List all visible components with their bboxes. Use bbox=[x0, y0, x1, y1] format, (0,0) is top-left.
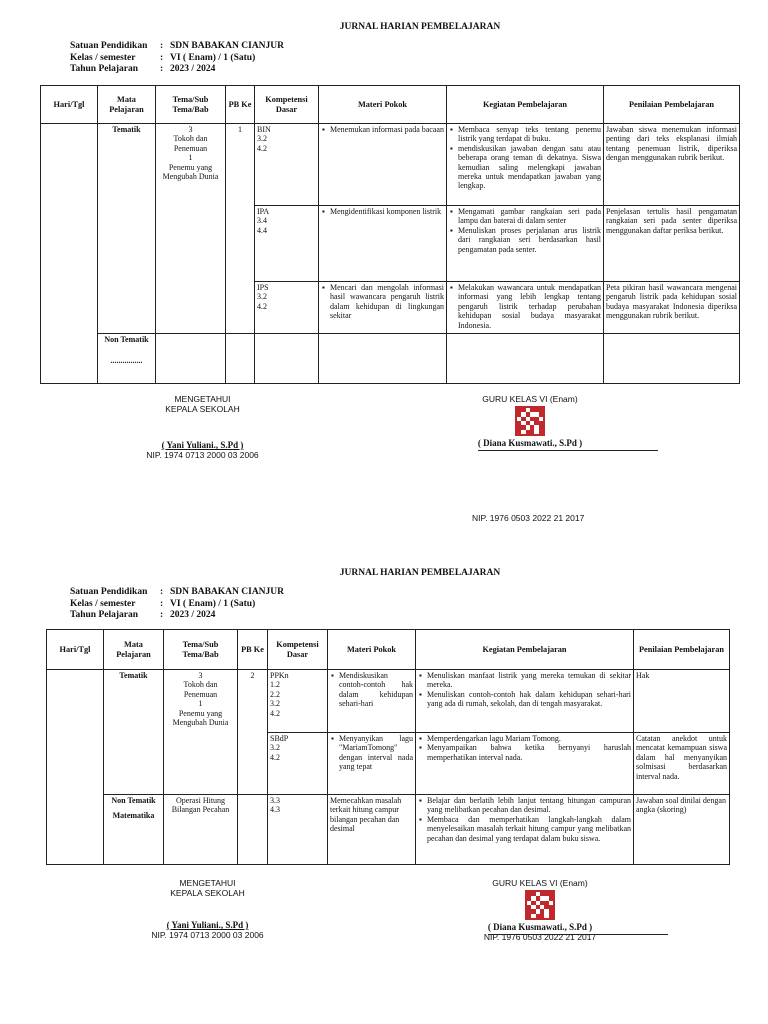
mapel-cell: Tematik bbox=[104, 670, 164, 795]
materi-cell bbox=[319, 124, 447, 206]
materi-cell: Memecahkan masalah terkait hitung campur bilangan pecahan dan desimal bbox=[328, 795, 416, 865]
header-kegiatan: Kegiatan Pembelajaran bbox=[416, 630, 634, 670]
materi-cell bbox=[319, 282, 447, 334]
mengetahui-label: MENGETAHUI bbox=[179, 878, 236, 888]
kelas-label: Kelas / semester bbox=[70, 52, 136, 63]
kegiatan-item: ▪ Menuliskan proses perjalanan arus listrik dari rangkaian seri berdasarkan hasil pengamatan pada senter. bbox=[458, 226, 601, 254]
kegiatan-item: ▪ Mengamati gambar rangkaian seri pada lampu dan baterai di dalam senter bbox=[458, 207, 601, 226]
guru-nip: NIP. 1976 0503 2022 21 2017 bbox=[483, 932, 597, 942]
kegiatan-item: ▪ Membaca senyap teks tentang penemu listrik yang terdapat di buku. bbox=[458, 125, 601, 144]
kegiatan-cell bbox=[416, 795, 634, 865]
guru-name: ( Diana Kusmawati., S.Pd ) bbox=[477, 438, 583, 448]
guru-name: ( Diana Kusmawati., S.Pd ) bbox=[487, 922, 593, 932]
kepala-nip: NIP. 1974 0713 2000 03 2006 bbox=[151, 930, 264, 940]
satuan-value: SDN BABAKAN CIANJUR bbox=[170, 587, 285, 597]
guru-title: GURU KELAS VI (Enam) bbox=[482, 394, 578, 404]
empty-cell bbox=[226, 334, 255, 384]
satuan-label: Satuan Pendidikan bbox=[70, 41, 148, 51]
header-penilaian: Penilaian Pembelajaran bbox=[604, 86, 740, 124]
kegiatan-item: ▪ Memperdengarkan lagu Mariam Tomong. bbox=[427, 734, 631, 743]
pb-cell: 1 bbox=[226, 124, 255, 334]
journal-title: JURNAL HARIAN PEMBELAJARAN bbox=[339, 22, 501, 32]
kd-cell: 3.3 4.3 bbox=[268, 795, 328, 865]
nontematik-label: Non Tematik bbox=[111, 796, 156, 805]
kegiatan-cell bbox=[447, 282, 604, 334]
mengetahui-label: MENGETAHUI bbox=[174, 394, 231, 404]
header-pb: PB Ke bbox=[226, 86, 255, 124]
materi-item: ▪ Mendiskusikan contoh-contoh hak dalam kehidupan sehari-hari bbox=[339, 671, 413, 709]
guru-signature bbox=[470, 878, 610, 942]
header-kd: Kompetensi Dasar bbox=[255, 86, 319, 124]
kegiatan-item: ▪ mendiskusikan jawaban dengan satu atau beberapa orang teman di dekatnya. Siswa kemudian saling melengkapi jawaban mereka untuk mendapatkan jawaban yang lengkap. bbox=[458, 144, 601, 191]
journal-table-2 bbox=[46, 629, 730, 865]
kegiatan-cell bbox=[416, 733, 634, 795]
guru-title: GURU KELAS VI (Enam) bbox=[492, 878, 588, 888]
kegiatan-item: ▪ Menyampaikan bahwa ketika bernyanyi haruslah memperhatikan interval nada. bbox=[427, 743, 631, 762]
tahun-value: 2023 / 2024 bbox=[170, 610, 216, 620]
kepala-label: KEPALA SEKOLAH bbox=[170, 888, 245, 898]
penilaian-cell: Jawaban soal dinilai dengan angka (skoring) bbox=[634, 795, 730, 865]
journal-title: JURNAL HARIAN PEMBELAJARAN bbox=[339, 568, 501, 578]
colon: : bbox=[160, 41, 164, 51]
header-mapel: Mata Pelajaran bbox=[98, 86, 156, 124]
header-pb: PB Ke bbox=[238, 630, 268, 670]
matematika-label: Matematika bbox=[112, 811, 155, 821]
kepala-name: ( Yani Yuliani., S.Pd ) bbox=[161, 440, 244, 450]
qr-code-icon bbox=[525, 890, 555, 920]
journal-meta bbox=[70, 587, 284, 622]
mtk-tema-cell: Operasi Hitung Bilangan Pecahan bbox=[164, 795, 238, 865]
hari-cell bbox=[41, 124, 98, 384]
kelas-label: Kelas / semester bbox=[70, 598, 136, 609]
guru-nip: NIP. 1976 0503 2022 21 2017 bbox=[472, 513, 585, 523]
empty-cell bbox=[156, 334, 226, 384]
penilaian-cell: Peta pikiran hasil wawancara mengenai pengaruh listrik pada kehidupan sosial budaya masyarakat Indonesia diperiksa menggunakan rubrik berikut. bbox=[604, 282, 740, 334]
tahun-label: Tahun Pelajaran bbox=[70, 610, 139, 620]
colon: : bbox=[160, 52, 164, 63]
satuan-label: Satuan Pendidikan bbox=[70, 587, 148, 597]
kegiatan-item: ▪ Menuliskan manfaat listrik yang mereka temukan di sekitar mereka. bbox=[427, 671, 631, 690]
colon: : bbox=[160, 610, 164, 620]
materi-item: ▪ Menemukan informasi pada bacaan bbox=[330, 125, 444, 134]
header-penilaian: Penilaian Pembelajaran bbox=[634, 630, 730, 670]
guru-signature-line bbox=[488, 934, 668, 935]
kepala-signature bbox=[130, 394, 275, 460]
header-kegiatan: Kegiatan Pembelajaran bbox=[447, 86, 604, 124]
tahun-label: Tahun Pelajaran bbox=[70, 64, 139, 74]
nontematik-dots: ................ bbox=[110, 356, 143, 366]
header-mapel: Mata Pelajaran bbox=[104, 630, 164, 670]
journal-meta bbox=[70, 41, 284, 76]
materi-cell bbox=[328, 670, 416, 733]
kd-cell: BIN 3.2 4.2 bbox=[255, 124, 319, 206]
penilaian-cell: Jawaban siswa menemukan informasi penting dari teks eksplanasi ilmiah tentang penemuan listrik, diperiksa dengan menggunakan rubrik berikut. bbox=[604, 124, 740, 206]
empty-cell bbox=[255, 334, 319, 384]
materi-item: ▪ Mengidentifikasi komponen listrik bbox=[330, 207, 444, 216]
kd-cell: PPKn 1.2 2.2 3.2 4.2 bbox=[268, 670, 328, 733]
pb-cell: 2 bbox=[238, 670, 268, 795]
kd-cell: IPA 3.4 4.4 bbox=[255, 206, 319, 282]
kelas-value: VI ( Enam) / 1 (Satu) bbox=[170, 52, 256, 63]
header-kd: Kompetensi Dasar bbox=[268, 630, 328, 670]
kd-cell: SBdP 3.2 4.2 bbox=[268, 733, 328, 795]
nontematik-cell bbox=[98, 334, 156, 384]
mapel-cell: Tematik bbox=[98, 124, 156, 334]
colon: : bbox=[160, 598, 164, 609]
kegiatan-item: ▪ Melakukan wawancara untuk mendapatkan informasi yang lebih lengkap tentang pengaruh listrik terhadap perubahan kehidupan sosial budaya masyarakat Indonesia. bbox=[458, 283, 601, 330]
kd-cell: IPS 3.2 4.2 bbox=[255, 282, 319, 334]
tema-cell: 3 Tokoh dan Penemuan 1 Penemu yang Mengubah Dunia bbox=[156, 124, 226, 334]
colon: : bbox=[160, 587, 164, 597]
empty-cell bbox=[238, 795, 268, 865]
header-materi: Materi Pokok bbox=[328, 630, 416, 670]
kepala-nip: NIP. 1974 0713 2000 03 2006 bbox=[146, 450, 259, 460]
materi-item: ▪ Menyanyikan lagu "MariamTomong" dengan interval nada yang tepat bbox=[339, 734, 413, 772]
guru-signature-line bbox=[478, 450, 658, 451]
hari-cell bbox=[47, 670, 104, 865]
empty-cell bbox=[447, 334, 604, 384]
tahun-value: 2023 / 2024 bbox=[170, 64, 216, 74]
header-hari: Hari/Tgl bbox=[41, 86, 98, 124]
header-tema: Tema/Sub Tema/Bab bbox=[156, 86, 226, 124]
guru-signature bbox=[460, 394, 600, 448]
kegiatan-cell bbox=[447, 206, 604, 282]
empty-cell bbox=[319, 334, 447, 384]
tema-cell: 3 Tokoh dan Penemuan 1 Penemu yang Mengubah Dunia bbox=[164, 670, 238, 795]
materi-item: ▪ Mencari dan mengolah informasi hasil wawancara pengaruh listrik dalam kehidupan di lingkungan sekitar bbox=[330, 283, 444, 321]
penilaian-cell: Catatan anekdot untuk mencatat kemampuan siswa dalam hal menyanyikan solmisasi berdasarkan interval nada. bbox=[634, 733, 730, 795]
qr-code-icon bbox=[515, 406, 545, 436]
satuan-value: SDN BABAKAN CIANJUR bbox=[170, 41, 285, 51]
kegiatan-item: ▪ Belajar dan berlatih lebih lanjut tentang hitungan campuran yang melibatkan pecahan dan desimal. bbox=[427, 796, 631, 815]
penilaian-cell: Hak bbox=[634, 670, 730, 733]
journal-table-1 bbox=[40, 85, 740, 384]
materi-cell bbox=[328, 733, 416, 795]
kegiatan-cell bbox=[416, 670, 634, 733]
kepala-name: ( Yani Yuliani., S.Pd ) bbox=[166, 920, 249, 930]
kegiatan-item: ▪ Menuliskan contoh-contoh hak dalam kehidupan sehari-hari yang ada di rumah, sekolah, dan di tengah masyarakat. bbox=[427, 690, 631, 709]
nontematik-cell bbox=[104, 795, 164, 865]
kepala-label: KEPALA SEKOLAH bbox=[165, 404, 240, 414]
kepala-signature bbox=[135, 878, 280, 940]
penilaian-cell: Penjelasan tertulis hasil pengamatan rangkaian seri pada senter diperiksa menggunakan daftar periksa berikut. bbox=[604, 206, 740, 282]
empty-cell bbox=[604, 334, 740, 384]
nontematik-label: Non Tematik bbox=[104, 335, 149, 344]
header-materi: Materi Pokok bbox=[319, 86, 447, 124]
kegiatan-cell bbox=[447, 124, 604, 206]
header-hari: Hari/Tgl bbox=[47, 630, 104, 670]
kegiatan-item: ▪ Membaca dan memperhatikan langkah-langkah dalam menyelesaikan masalah terkait hitung campur yang melibatkan pecahan dan desimal yang terdapat dalam buku siswa. bbox=[427, 815, 631, 843]
header-tema: Tema/Sub Tema/Bab bbox=[164, 630, 238, 670]
kelas-value: VI ( Enam) / 1 (Satu) bbox=[170, 598, 256, 609]
materi-cell bbox=[319, 206, 447, 282]
colon: : bbox=[160, 64, 164, 74]
